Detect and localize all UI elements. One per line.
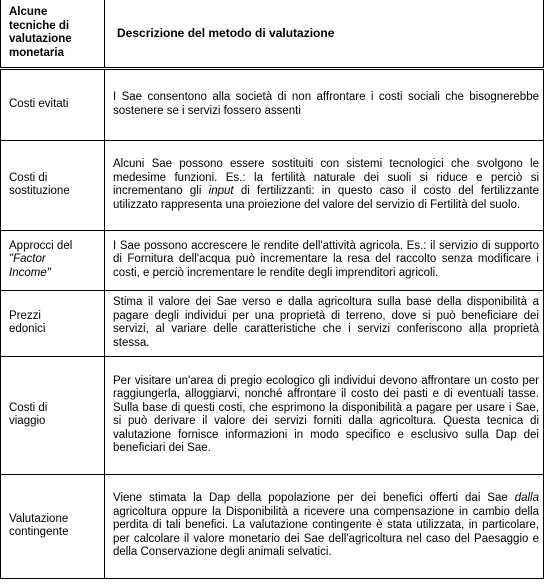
description-text: Alcuni Sae possono essere sostituiti con sistemi tecnologici che svolgono le medesime funzioni. Es.: la fertilità naturale dei suoli si riduce e perciò si incrementano gli (113, 158, 539, 197)
table-row (1, 290, 544, 356)
method-name-line: Costi di (9, 401, 48, 414)
header-col-method-line: tecniche di (9, 19, 70, 32)
method-description-cell (105, 474, 544, 578)
table-row (1, 474, 544, 578)
method-name-line: edonici (9, 323, 46, 335)
table-row (1, 140, 544, 230)
header-col-method (1, 0, 105, 68)
description-text: di fertilizzanti: in questo caso il costo del fertilizzante utilizzato rappresenta una proiezione del valore del servizio di Fertilità del suolo. (113, 185, 539, 211)
method-description-cell (105, 68, 544, 140)
method-name-cell (1, 290, 105, 356)
method-name-cell (1, 140, 105, 230)
method-name-line: Costi di (9, 171, 48, 184)
method-name-cell (1, 356, 105, 474)
method-name-line: contingente (9, 526, 69, 538)
description-text: agricoltura oppure la Disponibilità a ricevere una compensazione in cambio della perdita di tali benefici. La valutazione contingente è stata utilizzata, in particolare, per calcolare il valore monetario dei Sae dell'agricoltura nel caso del Paesaggio e della Conservazione degli animali selvatici. (113, 505, 539, 559)
description-text: Viene stimata la Dap della popolazione per dei benefici offerti dai Sae (113, 492, 515, 505)
table-row (1, 356, 544, 474)
method-name-cell (1, 474, 105, 578)
description-text: I Sae consentono alla società di non affrontare i costi sociali che bisognerebbe sostenere se i servizi fossero assenti (113, 91, 539, 117)
method-name-line: Costi evitati (9, 97, 69, 110)
description-text: Per visitare un'area di pregio ecologico gli individui devono affrontare un costo per raggiungerla, alloggiarvi, nonché affrontare il costo dei pasti e di eventuali tasse. Sulla base di questi costi, che esprimono la disponibilità a pagare per usare i Sae, si può derivare il valore dei servizi forniti dalla agricoltura. Questa tecnica di valutazione fornisce informazioni in modo specifico e esclusivo sulla Dap dei beneficiari dei Sae. (113, 374, 539, 454)
description-text: Stima il valore dei Sae verso e dalla agricoltura sulla base della disponibilità a pagare degli individui per una proprietà di terreno, dove si può beneficiare dei servizi, al variare delle caratteristiche che i servizi conferiscono alla proprietà stessa. (113, 296, 539, 349)
method-name-line: viaggio (9, 415, 46, 427)
method-name-line: Valutazione (9, 512, 69, 525)
table-row (1, 68, 544, 140)
header-col-method-line: monetaria (9, 46, 64, 59)
header-col-description: Descrizione del metodo di valutazione (105, 0, 544, 68)
method-name-cell (1, 68, 105, 140)
method-name-cell (1, 230, 105, 290)
description-text: input (208, 185, 234, 197)
method-name-line: sostituzione (9, 185, 70, 197)
table-row (1, 230, 544, 290)
header-col-method-line: valutazione (9, 33, 72, 46)
method-description-cell (105, 230, 544, 290)
method-name-line: Income" (9, 266, 51, 279)
description-text: I Sae possono accrescere le rendite dell'attività agricola. Es.: il servizio di supporto di Fornitura dell'acqua può incrementare la resa del raccolto senza modificare i costi, e perciò incrementare le rendite degli imprenditori agricoli. (113, 239, 539, 279)
method-description-cell (105, 290, 544, 356)
header-col-method-line: Alcune (9, 6, 48, 19)
method-description-cell (105, 140, 544, 230)
method-description-cell (105, 356, 544, 474)
method-name-line: Approcci del (9, 239, 73, 252)
method-name-line: Prezzi (9, 309, 41, 322)
description-text: dalla (514, 492, 539, 505)
method-name-line: "Factor (9, 253, 46, 266)
table-header-row (1, 0, 544, 68)
